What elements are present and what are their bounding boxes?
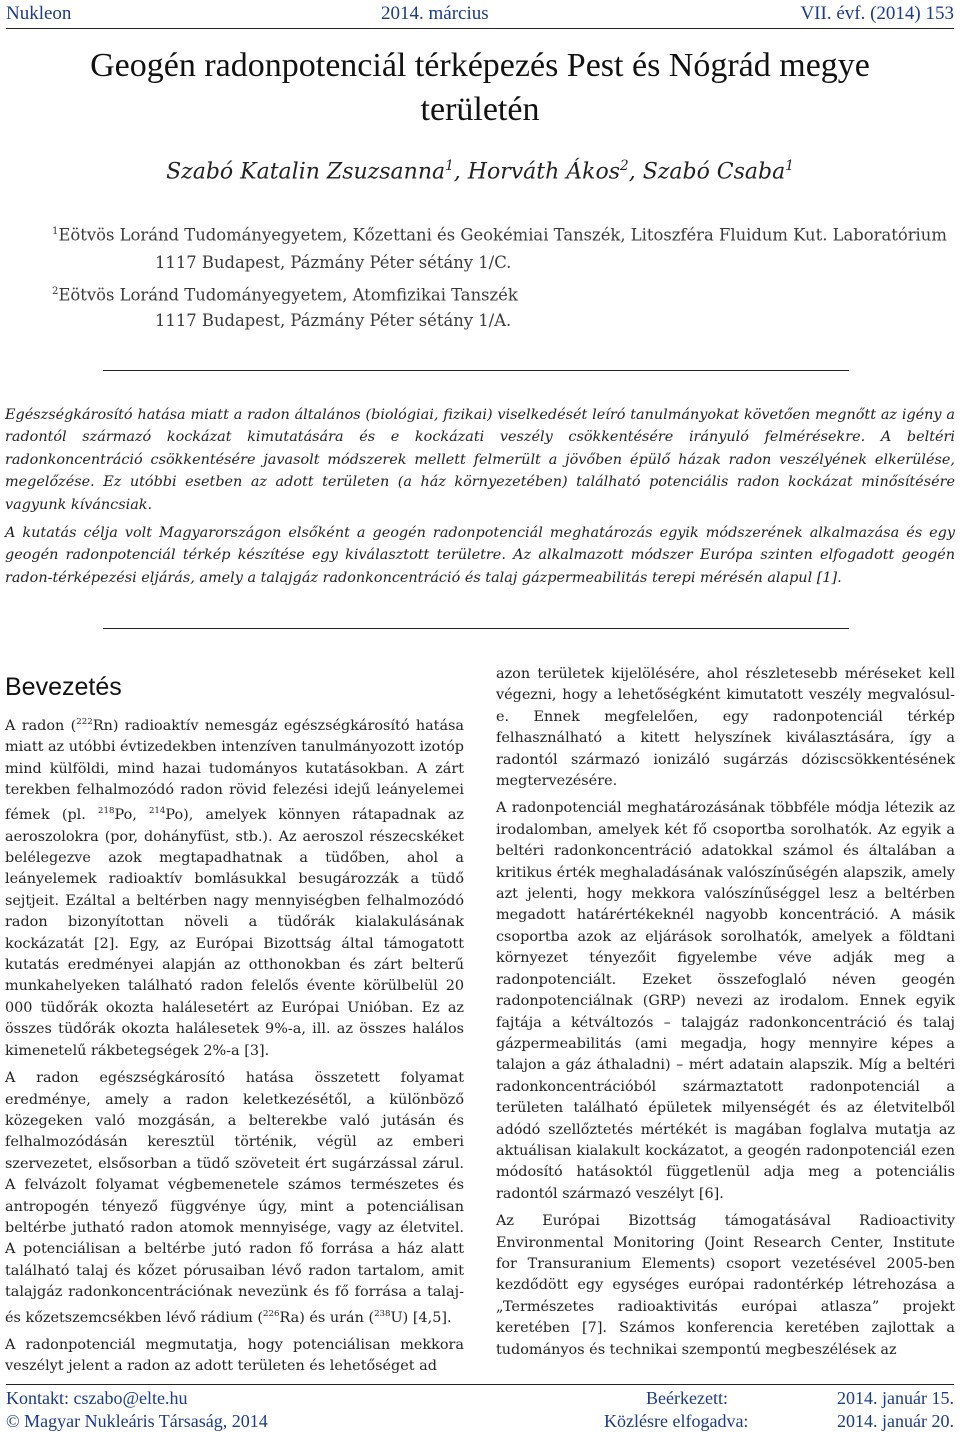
issue-date: 2014. március: [381, 3, 489, 24]
abstract: [5, 404, 955, 589]
contact-email: Kontakt: cszabo@elte.hu: [6, 1388, 188, 1408]
section-heading: Bevezetés: [5, 673, 122, 701]
affiliation-1-name: Eötvös Loránd Tudományegyetem, Kőzettani és Geokémiai Tanszék, Litoszféra Fluidum Kut. Laboratórium: [58, 225, 947, 245]
received-date: 2014. január 15.: [837, 1388, 954, 1408]
running-header: [6, 2, 954, 29]
affiliation-1-address: 1117 Budapest, Pázmány Péter sétány 1/C.: [155, 253, 512, 272]
author-1: Szabó Katalin Zsuzsanna: [166, 159, 446, 185]
author-2-aff: 2: [620, 158, 629, 174]
divider-top: [103, 370, 849, 371]
intro-paragraph-2: A radon egészségkárosító hatása összetett folyamat eredménye, amely a radon keletkezésétől, a különböző közegeken való mozgásán, a belterekbe való jutásán és felhalmozódásán keresztül történik, végül az emberi szervezetet, elsősorban a tüdő szöveteit ért sugárzással zárul. A felvázolt folyamat végbemenetele számos természetes és antropogén tényező függvénye úgy, mint a potenciálisan beltérbe jutható radon atomok mennyisége, vagy az életvitel. A potenciálisan a beltérbe jutó radon fő forrása a ház alatt található talaj és kőzet pórusaiban lévő radon tartalom, amit talajgáz radonkoncentrációnak nevezünk és fő forrása a talaj- és kőzetszemcsékben lévő rádium ($^{226}$Ra) és urán ($^{238}$U) [4,5].: [5, 1070, 464, 1326]
affiliation-2-name: Eötvös Loránd Tudományegyetem, Atomfizikai Tanszék: [58, 285, 518, 305]
affiliation-2: [52, 281, 952, 306]
intro-paragraph-1: A radon ($^{222}$Rn) radioaktív nemesgáz egészségkárosító hatása miatt az utóbbi évtizedekben intenzíven tanulmányozott izotóp mind külföldi, mind hazai tudományos kutatásokban. A zárt terekben felhalmozódó radon rövid felezési idejű leányelemei fémek (pl. $^{218}$Po, $^{214}$Po), amelyek könnyen rátapadnak az aeroszolokra (por, dohányfüst, stb.). Az aeroszol részecskéket belélegezve azok megtapadhatnak a tüdőben, ahol a leányelemek radioaktív bomlásukkal besugározzák a tüdő sejtjeit. Ezáltal a beltérben nagy mennyiségben felhalmozódó radon bizonyítottan növeli a tüdőrák kialakulásának kockázatát [2]. Egy, az Európai Bizottság által támogatott kutatás eredményei alapján az otthonokban és zárt belterű munkahelyeken található radon felelős évente körülbelül 20 000 tüdőrák okozta halálesetért az Európai Unióban. Ez az összes tüdőrák okozta halálesetek 9%-a, ill. az összes halálos kimenetelű rákbetegségek 2%-a [3].: [5, 717, 464, 1059]
divider-bottom: [103, 628, 849, 629]
title-line-1: Geogén radonpotenciál térképezés Pest és Nógrád megye: [90, 47, 870, 84]
page-footer: [6, 1384, 954, 1433]
right-paragraph-1: azon területek kijelölésére, ahol részletesebb méréseket kell végezni, hogy a lehetőségként kimutatott veszély megvalósul-e. Ennek megfelelően, egy radonpotenciál térkép felhasználható a kitett helyszínek kiválasztására, így a radontól származó ionizáló sugárzás dóziscsökkentésének megtervezésére.: [496, 666, 955, 790]
title-line-2: területén: [420, 91, 540, 128]
right-paragraph-2: A radonpotenciál meghatározásának többféle módja létezik az irodalomban, amelyek két fő csoportba sorolhatók. Az egyik a beltéri radonkoncentráció adatokkal számol és általában a kritikus érték meghaladásának valószínűségén alapszik, amely azt jelenti, hogy mekkora valószínűséggel lesz a beltérben megadott határértékeknél nagyobb koncentráció. A másik csoportba azok az eljárások sorolhatók, amelyek a földtani környezet tényezőit figyelembe véve adják meg a radonpotenciált. Ezeket összefoglaló néven geogén radonpotenciálnak (GRP) nevezi az irodalom. Ennek egyik fajtája a kétváltozós – talajgáz radonkoncentráció és talaj gázpermeabilitás (ami megadja, hogy mennyire képes a talajon a gáz áthaladni) – mért adatain alapszik. Míg a beltéri radonkoncentrációból származtatott radonpotenciál a területen található épületek milyenségét és az életvitelből adódó szellőztetés mértékét is magában foglalva mutatja az aktuálisan kialakult kockázatot, a geogén radonpotenciál ezen módosító hatásoktól függetlenül adja meg a potenciális radontól származó veszélyt [6].: [496, 800, 955, 1202]
volume-page: VII. évf. (2014) 153: [800, 3, 954, 24]
right-column: [496, 664, 955, 1367]
author-2: Horváth Ákos: [467, 159, 621, 185]
copyright-notice: © Magyar Nukleáris Társaság, 2014: [6, 1411, 268, 1431]
accepted-date: 2014. január 20.: [837, 1411, 954, 1431]
affiliation-2-number: 2: [52, 286, 59, 297]
affiliation-2-address: 1117 Budapest, Pázmány Péter sétány 1/A.: [155, 311, 512, 330]
received-label: Beérkezett:: [646, 1388, 728, 1408]
author-3-aff: 1: [785, 158, 794, 174]
author-1-aff: 1: [445, 158, 454, 174]
left-column: [5, 664, 464, 1384]
abstract-paragraph-2: A kutatás célja volt Magyarországon elsőként a geogén radonpotenciál meghatározás egyik módszerének alkalmazása és egy geogén radonpotenciál térkép készítése egy kiválasztott területre. Az alkalmazott módszer Európa szinten elfogadott geogén radon-térképezési eljárás, amely a talajgáz radonkoncentráció és talaj gázpermeabilitás terepi mérésén alapul [1].: [5, 525, 955, 586]
paper-title: [20, 44, 940, 132]
intro-paragraph-3: A radonpotenciál megmutatja, hogy potenciálisan mekkora veszélyt jelent a radon az adott területen és lehetőséget ad: [5, 1336, 464, 1375]
accepted-label: Közlésre elfogadva:: [604, 1411, 749, 1431]
affiliation-1: [52, 221, 952, 246]
affiliation-1-number: 1: [52, 226, 59, 237]
abstract-paragraph-1: Egészségkárosító hatása miatt a radon általános (biológiai, fizikai) viselkedését leíró tanulmányokat követően megnőtt az igény a radontól származó kockázat kimutatására és e kockázati veszély csökkentésére irányuló felmérésekre. A beltéri radonkoncentráció csökkentésére javasolt módszerek mellett felmerült a jövőben épülő házak radon veszélyének elkerülése, megelőzése. Ez utóbbi esetben az adott területen (a ház környezetében) található potenciális radon kockázat minősítésére vagyunk kíváncsiak.: [5, 407, 955, 513]
journal-name: Nukleon: [6, 3, 72, 24]
right-paragraph-3: Az Európai Bizottság támogatásával Radioactivity Environmental Monitoring (Joint Research Center, Institute for Transuranium Elements) csoport vezetésével 2005-ben kezdődött egy egységes európai radontérkép létrehozása a „Természetes radioaktivitás európai atlasza” projekt keretében [7]. Számos konferencia keretében zajlottak a tudományos és technikai szempontú megbeszélések az: [496, 1213, 955, 1358]
author-3: Szabó Csaba: [642, 159, 786, 185]
author-list: Szabó Katalin Zsuzsanna$^1$, Horváth Ákos$^2$, Szabó Csaba$^1$: [166, 158, 794, 185]
